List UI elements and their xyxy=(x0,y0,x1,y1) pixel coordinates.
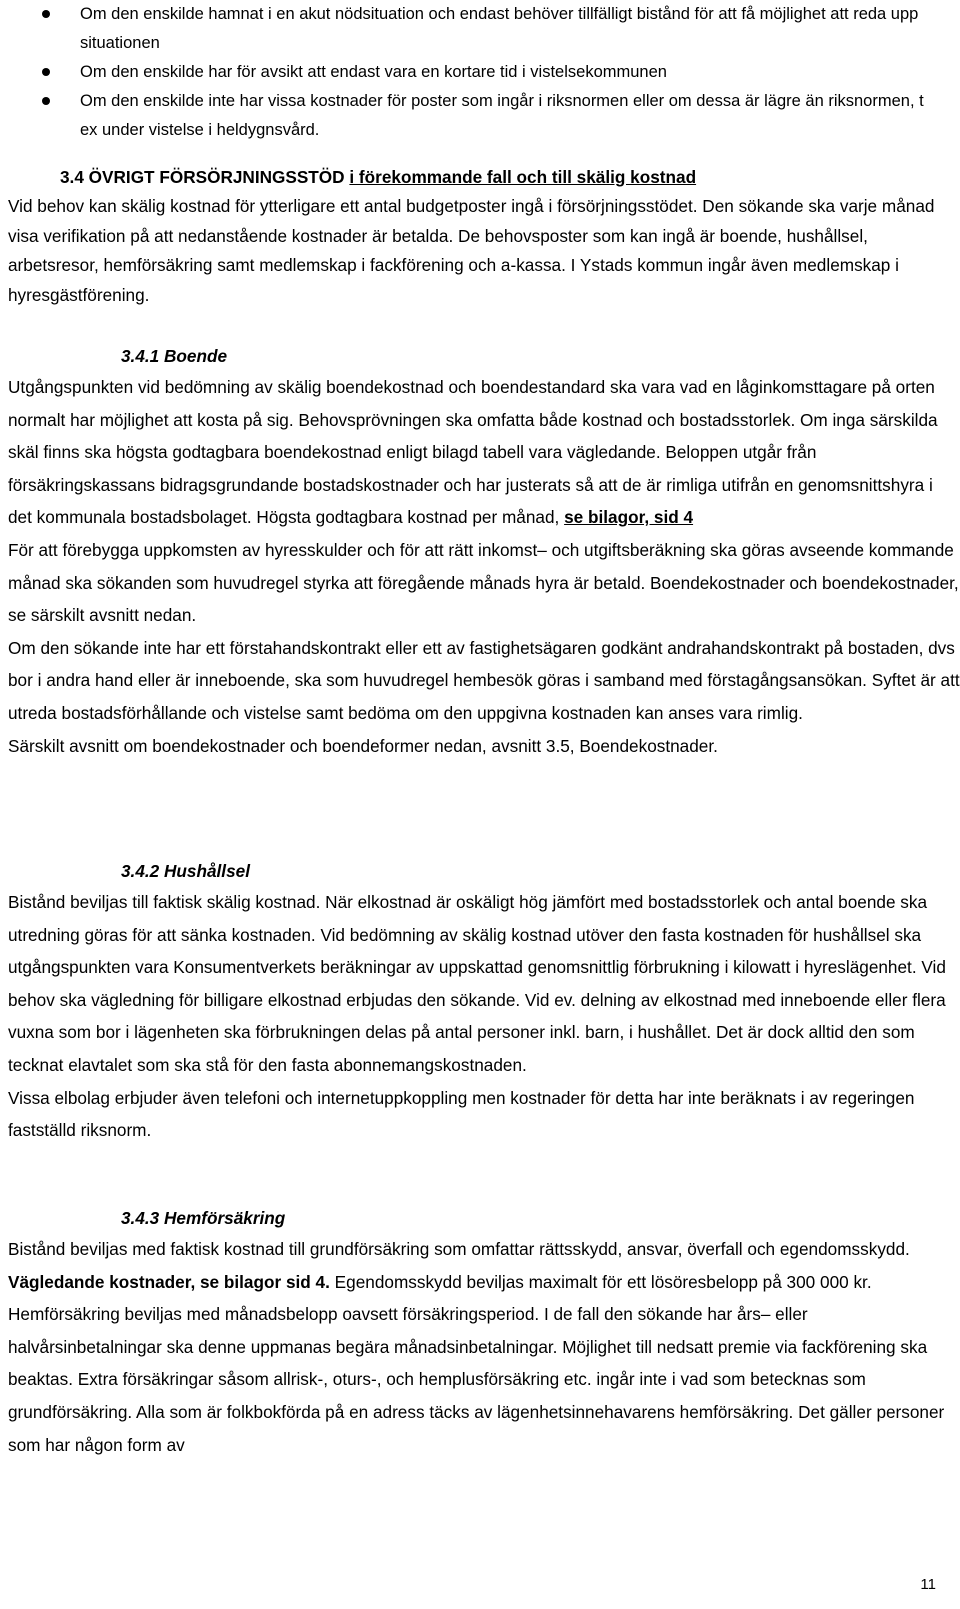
section-paragraph: Bistånd beviljas till faktisk skälig kostnad. När elkostnad är oskäligt hög jämfört med bostadsstorlek och antal boende ska utredning göras för att sänka kostnaden. Vid bedömning av skälig kostnad utöver den fasta kostnaden för hushållsel ska utgångspunkten vara Konsumentverkets beräkningar av uppskattad genomsnittlig förbrukning i kilowatt i hyreslägenhet. Vid behov ska vägledning för billigare elkostnad erbjudas den sökande. Vid ev. delning av elkostnad med inneboende eller flera vuxna som bor i lägenheten ska förbrukningen delas på antal personer inkl. barn, i hushållet. Det är dock alltid den som tecknat elavtalet som ska stå för den fasta abonnemangskostnaden. xyxy=(8,892,946,1075)
section-paragraph: Vissa elbolag erbjuder även telefoni och internetuppkoppling men kostnader för detta har inte beräknats i av regeringen fastställd riksnorm. xyxy=(8,1087,915,1141)
section-heading: 3.4.1 Boende xyxy=(121,346,228,366)
section-heading: 3.4 ÖVRIGT FÖRSÖRJNINGSSTÖD i förekommande fall och till skälig kostnad xyxy=(60,167,697,187)
section-3-4-2 xyxy=(0,856,960,1147)
bullet-text: Om den enskilde inte har vissa kostnader för poster som ingår i riksnormen eller om dessa är lägre än riksnormen, t ex under vistelse i heldygnsvård. xyxy=(80,92,924,139)
section-paragraph: Bistånd beviljas med faktisk kostnad till grundförsäkring som omfattar rättsskydd, ansvar, överfall och egendomsskydd. Vägledande kostnader, se bilagor sid 4. Egendomsskydd beviljas maximalt för ett lösöresbelopp på 300 000 kr. Hemförsäkring beviljas med månadsbelopp oavsett försäkringsperiod. I de fall den sökande har års– eller halvårsinbetalningar ska denne uppmanas begära månadsinbetalningar. Möjlighet till nedsatt premie via fackförening ska beaktas. Extra försäkringar såsom allrisk-, oturs-, och hemplusförsäkring etc. ingår inte i vad som betecknas som grundförsäkring. Alla som är folkbokförda på en adress täcks av lägenhetsinnehavarens hemförsäkring. Det gäller personer som har någon form av xyxy=(8,1239,945,1455)
bullet-icon xyxy=(42,10,50,18)
section-3-4-3 xyxy=(0,1203,960,1461)
bullet-list xyxy=(40,0,940,145)
section-body: Vid behov kan skälig kostnad för ytterligare ett antal budgetposter ingå i försörjningsstödet. Den sökande ska varje månad visa verifikation på att nedanstående kostnader är betalda. De behovsposter som kan ingå är boende, hushållsel, arbetsresor, hemförsäkring samt medlemskap i fackförening och a-kassa. I Ystads kommun ingår även medlemskap i hyresgästförening. xyxy=(8,196,935,306)
bullet-text: Om den enskilde har för avsikt att endast vara en kortare tid i vistelsekommunen xyxy=(80,63,667,81)
section-paragraph: Utgångspunkten vid bedömning av skälig boendekostnad och boendestandard ska vara vad en låginkomsttagare på orten normalt har möjlighet att kosta på sig. Behovsprövningen ska omfatta både kostnad och bostadsstorlek. Om inga särskilda skäl finns ska högsta godtagbara boendekostnad enligt bilagd tabell vara vägledande. Beloppen utgår från försäkringskassans bidragsgrundande bostadskostnader och har justerats så att de är rimliga utifrån en genomsnittshyra i det kommunala bostadsbolaget. Högsta godtagbara kostnad per månad, se bilagor, sid 4 xyxy=(8,377,938,528)
bullet-icon xyxy=(42,97,50,105)
page-number: 11 xyxy=(920,1576,936,1593)
section-paragraph: För att förebygga uppkomsten av hyresskulder och för att rätt inkomst– och utgiftsberäkning ska göras avseende kommande månad ska sökanden som huvudregel styrka att föregående månads hyra är betald. Boendekostnader och boendekostnader, se särskilt avsnitt nedan. xyxy=(8,539,959,626)
section-heading: 3.4.2 Hushållsel xyxy=(121,861,250,881)
list-item xyxy=(40,58,940,87)
section-heading: 3.4.3 Hemförsäkring xyxy=(121,1208,286,1228)
section-paragraph: Om den sökande inte har ett förstahandskontrakt eller ett av fastighetsägaren godkänt andrahandskontrakt på bostaden, dvs bor i andra hand eller är inneboende, ska som huvudregel hembesök göras i samband med förstagångsansökan. Syftet är att utreda bostadsförhållande och vistelse samt bedöma om den uppgivna kostnaden kan anses vara rimlig. xyxy=(8,637,960,723)
section-3-4-1 xyxy=(0,341,960,762)
bullet-icon xyxy=(42,68,50,76)
section-3-4 xyxy=(0,162,960,311)
list-item xyxy=(40,0,940,58)
bullet-text: Om den enskilde hamnat i en akut nödsituation och endast behöver tillfälligt bistånd för att få möjlighet att reda upp situationen xyxy=(80,5,919,52)
section-paragraph: Särskilt avsnitt om boendekostnader och boendeformer nedan, avsnitt 3.5, Boendekostnader. xyxy=(8,735,718,756)
bilagor-link[interactable]: se bilagor, sid 4 xyxy=(564,507,694,528)
list-item xyxy=(40,87,940,145)
